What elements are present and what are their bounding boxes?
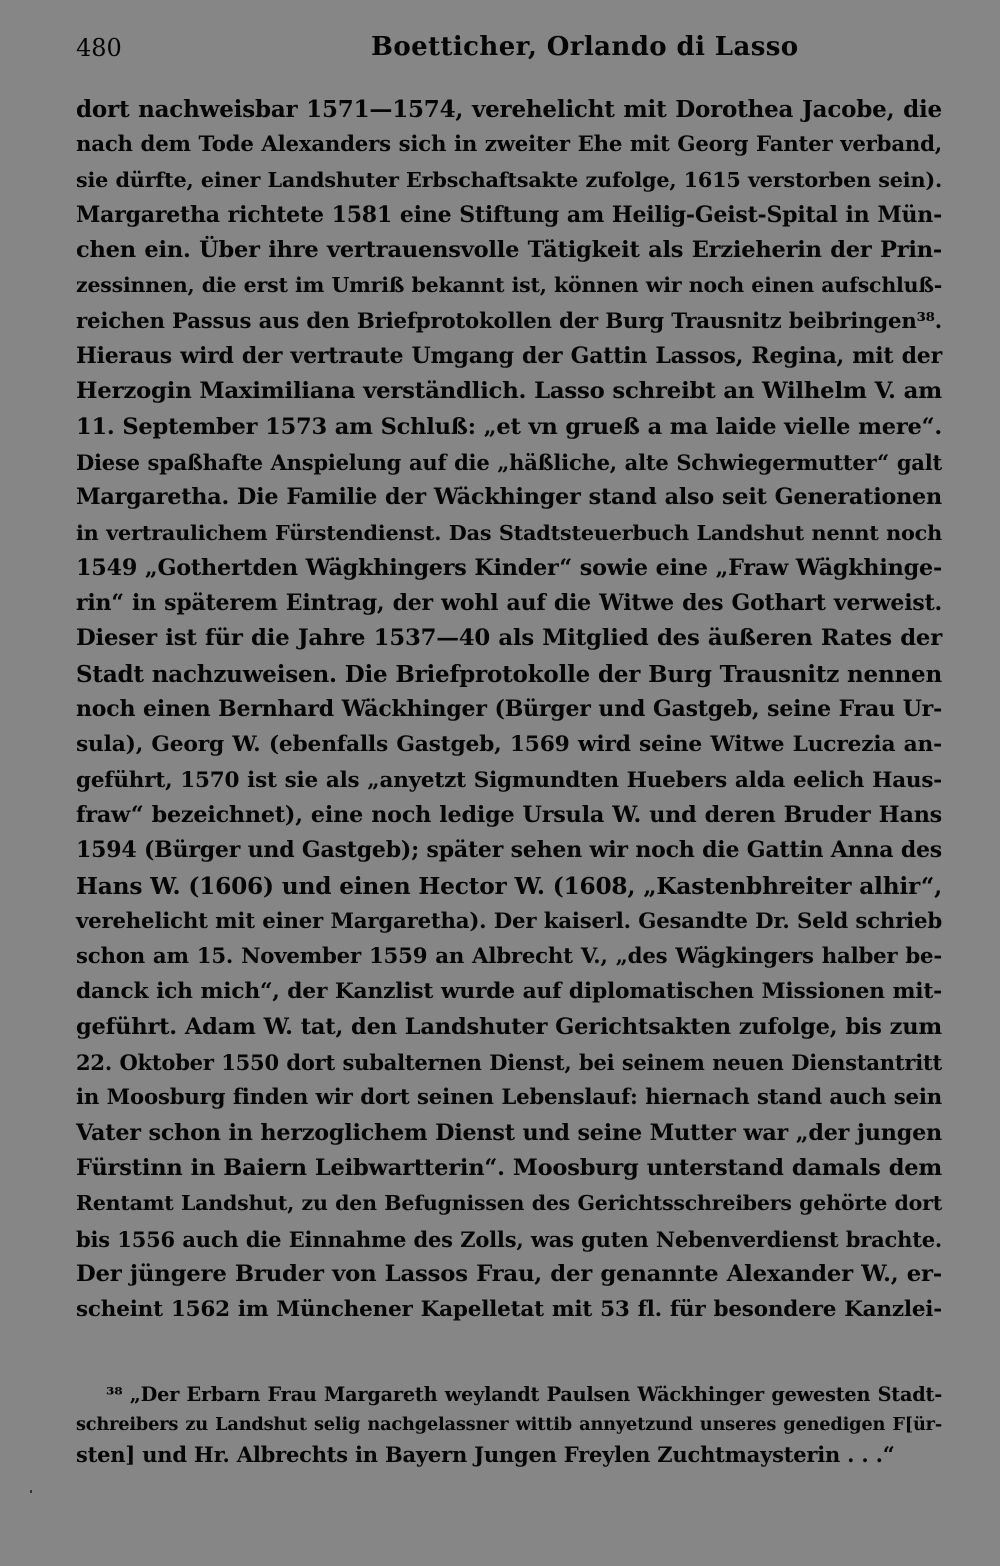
text-line: geführt, 1570 ist sie als „anyetzt Sigmundten Huebers alda eelich Haus- (76, 767, 942, 793)
text-line: reichen Passus aus den Briefprotokollen der Burg Trausnitz beibringen³⁸. (76, 308, 942, 334)
text-line: nach dem Tode Alexanders sich in zweiter Ehe mit Georg Fanter verband, (76, 132, 942, 158)
text-line: schon am 15. November 1559 an Albrecht V., „des Wägkingers halber be- (76, 944, 942, 970)
text-line: rin“ in späterem Eintrag, der wohl auf die Witwe des Gothart verweist. (76, 590, 942, 617)
footnote-line: sten] und Hr. Albrechts in Bayern Jungen Freylen Zuchtmaysterin . . .“ (76, 1442, 895, 1467)
text-line: Stadt nachzuweisen. Die Briefprotokolle der Burg Trausnitz nennen (76, 660, 942, 688)
text-line: 22. Oktober 1550 dort subalternen Dienst, bei seinem neuen Dienstantritt (76, 1050, 942, 1076)
text-line: chen ein. Über ihre vertrauensvolle Tätigkeit als Erzieherin der Prin- (76, 237, 942, 264)
text-line: Diese spaßhafte Anspielung auf die „häßliche, alte Schwiegermutter“ galt (76, 449, 942, 475)
page-number: 480 (76, 34, 122, 62)
text-line: Margaretha richtete 1581 eine Stiftung am Heilig-Geist-Spital in Mün- (76, 201, 942, 228)
body-text (76, 92, 942, 1327)
text-line: 1549 „Gothertden Wägkhingers Kinder“ sowie eine „Fraw Wägkhinge- (76, 554, 942, 581)
running-head: Boetticher, Orlando di Lasso (371, 32, 799, 62)
text-line: danck ich mich“, der Kanzlist wurde auf diplomatischen Missionen mit- (76, 979, 942, 1005)
text-line: bis 1556 auch die Einnahme des Zolls, was guten Nebenverdienst brachte. (76, 1226, 942, 1252)
text-line: Rentamt Landshut, zu den Befugnissen des Gerichtsschreibers gehörte dort (76, 1191, 942, 1216)
text-line: Margaretha. Die Familie der Wäckhinger stand also seit Generationen (76, 484, 942, 511)
scan-speck (30, 1490, 32, 1493)
text-line: 1594 (Bürger und Gastgeb); später sehen wir noch die Gattin Anna des (76, 837, 942, 864)
text-line: Hieraus wird der vertraute Umgang der Gattin Lassos, Regina, mit der (76, 343, 942, 370)
text-line: 11. September 1573 am Schluß: „et vn grueß a ma laide vielle mere“. (76, 413, 942, 440)
footnote-line: schreibers zu Landshut selig nachgelassner wittib annyetzund unseres genedigen F[ür- (76, 1414, 942, 1435)
text-line: sie dürfte, einer Landshuter Erbschaftsakte zufolge, 1615 verstorben sein). (76, 167, 942, 192)
text-line: Der jüngere Bruder von Lassos Frau, der genannte Alexander W., er- (76, 1260, 942, 1287)
text-line: in Moosburg finden wir dort seinen Lebenslauf: hiernach stand auch sein (76, 1085, 942, 1111)
text-line: verehelicht mit einer Margaretha). Der kaiserl. Gesandte Dr. Seld schrieb (76, 908, 942, 934)
text-line: Dieser ist für die Jahre 1537—40 als Mitglied des äußeren Rates der (76, 625, 942, 652)
page-header (76, 26, 940, 66)
text-line: dort nachweisbar 1571—1574, verehelicht mit Dorothea Jacobe, die (76, 96, 942, 123)
text-line: Herzogin Maximiliana verständlich. Lasso schreibt an Wilhelm V. am (76, 378, 942, 405)
footnote-line: ³⁸ „Der Erbarn Frau Margareth weylandt Paulsen Wäckhinger gewesten Stadt- (106, 1383, 942, 1406)
text-line: Hans W. (1606) und einen Hector W. (1608, „Kastenbhreiter alhir“, (76, 872, 942, 900)
text-line: sula), Georg W. (ebenfalls Gastgeb, 1569 wird seine Witwe Lucrezia an- (76, 732, 942, 758)
text-line: zessinnen, die erst im Umriß bekannt ist, können wir noch einen aufschluß- (76, 273, 942, 298)
text-line: in vertraulichem Fürstendienst. Das Stadtsteuerbuch Landshut nennt noch (76, 520, 942, 545)
text-line: Fürstinn in Baiern Leibwartterin“. Moosburg unterstand damals dem (76, 1154, 942, 1181)
text-line: geführt. Adam W. tat, den Landshuter Gerichtsakten zufolge, bis zum (76, 1013, 942, 1040)
text-line: Vater schon in herzoglichem Dienst und seine Mutter war „der jungen (76, 1119, 942, 1146)
footnote (76, 1380, 942, 1470)
text-line: fraw“ bezeichnet), eine noch ledige Ursula W. und deren Bruder Hans (76, 801, 942, 828)
text-line: noch einen Bernhard Wäckhinger (Bürger und Gastgeb, seine Frau Ur- (76, 696, 942, 723)
text-line: scheint 1562 im Münchener Kapelletat mit 53 fl. für besondere Kanzlei- (76, 1297, 942, 1323)
